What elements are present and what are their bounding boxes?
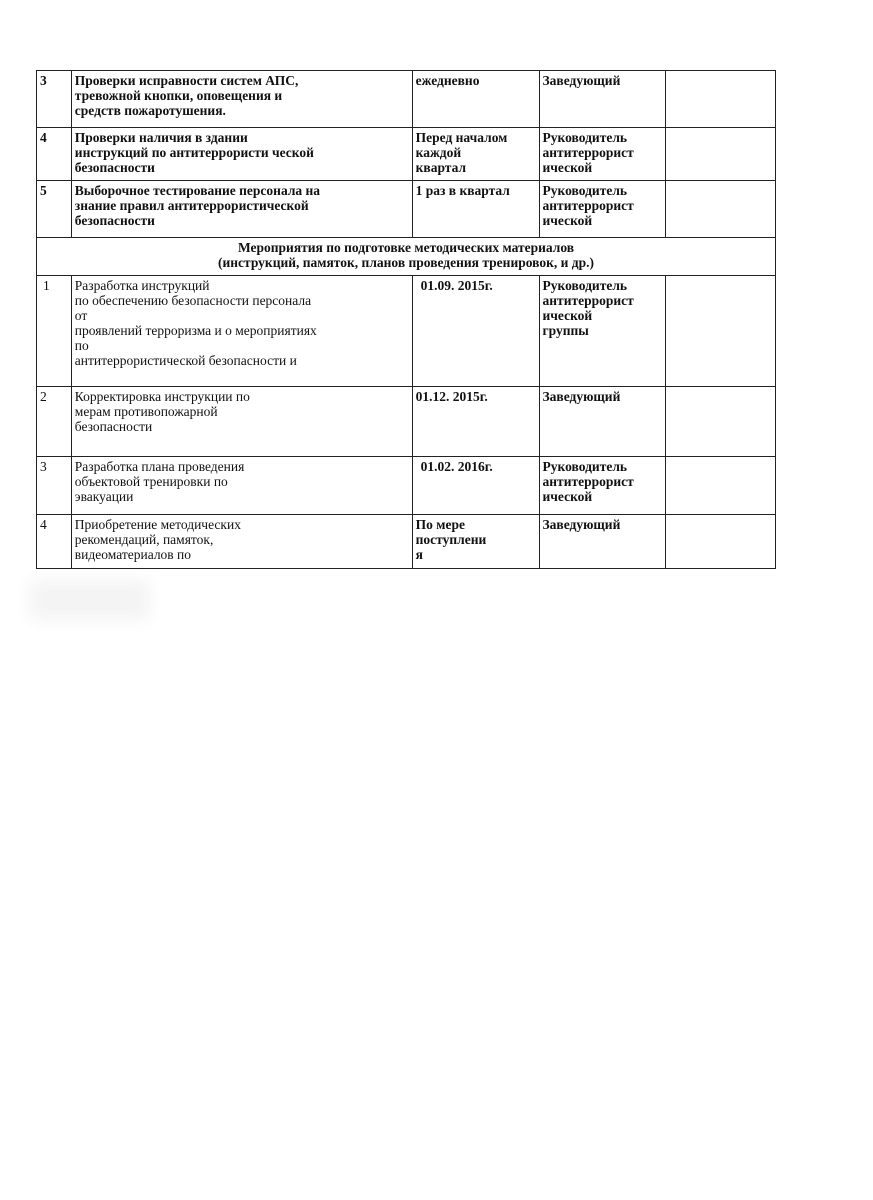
measure-text: Выборочное тестирование персонала на знание правил антитеррористической безопасности [71,181,412,238]
term-text: 1 раз в квартал [412,181,539,238]
table-row [37,276,776,387]
table-row [37,71,776,128]
section-header-row [37,238,776,276]
section-header: Мероприятия по подготовке методических материалов (инструкций, памяток, планов проведения тренировок, и др.) [37,238,776,276]
measure-text: Разработка инструкций по обеспечению безопасности персонала от проявлений терроризма и о мероприятиях по антитеррористической безопасности и [71,276,412,387]
row-number: 1 [37,276,72,387]
responsible-text: Заведующий [539,515,666,569]
responsible-text: Заведующий [539,387,666,457]
responsible-text: Руководитель антитеррорист ической группы [539,276,666,387]
row-number: 3 [37,457,72,515]
responsible-text: Руководитель антитеррорист ической [539,457,666,515]
term-text: 01.09. 2015г. [412,276,539,387]
scan-smudge [30,580,150,620]
row-number: 4 [37,128,72,181]
term-text: 01.12. 2015г. [412,387,539,457]
responsible-text: Заведующий [539,71,666,128]
measures-table [36,70,776,569]
measure-text: Разработка плана проведения объектовой тренировки по эвакуации [71,457,412,515]
measure-text: Проверки исправности систем АПС, тревожной кнопки, оповещения и средств пожаротушения. [71,71,412,128]
row-number: 5 [37,181,72,238]
note-cell [666,387,776,457]
row-number: 3 [37,71,72,128]
note-cell [666,71,776,128]
table-row [37,515,776,569]
table-row [37,387,776,457]
term-text: По мере поступлени я [412,515,539,569]
row-number: 4 [37,515,72,569]
note-cell [666,457,776,515]
responsible-text: Руководитель антитеррорист ической [539,128,666,181]
table-row [37,181,776,238]
table-row [37,457,776,515]
term-text: 01.02. 2016г. [412,457,539,515]
measure-text: Приобретение методических рекомендаций, памяток, видеоматериалов по [71,515,412,569]
term-text: Перед началом каждой квартал [412,128,539,181]
note-cell [666,181,776,238]
term-text: ежедневно [412,71,539,128]
measure-text: Корректировка инструкции по мерам противопожарной безопасности [71,387,412,457]
table-row [37,128,776,181]
measure-text: Проверки наличия в здании инструкций по антитеррористи ческой безопасности [71,128,412,181]
responsible-text: Руководитель антитеррорист ической [539,181,666,238]
note-cell [666,515,776,569]
note-cell [666,128,776,181]
row-number: 2 [37,387,72,457]
note-cell [666,276,776,387]
